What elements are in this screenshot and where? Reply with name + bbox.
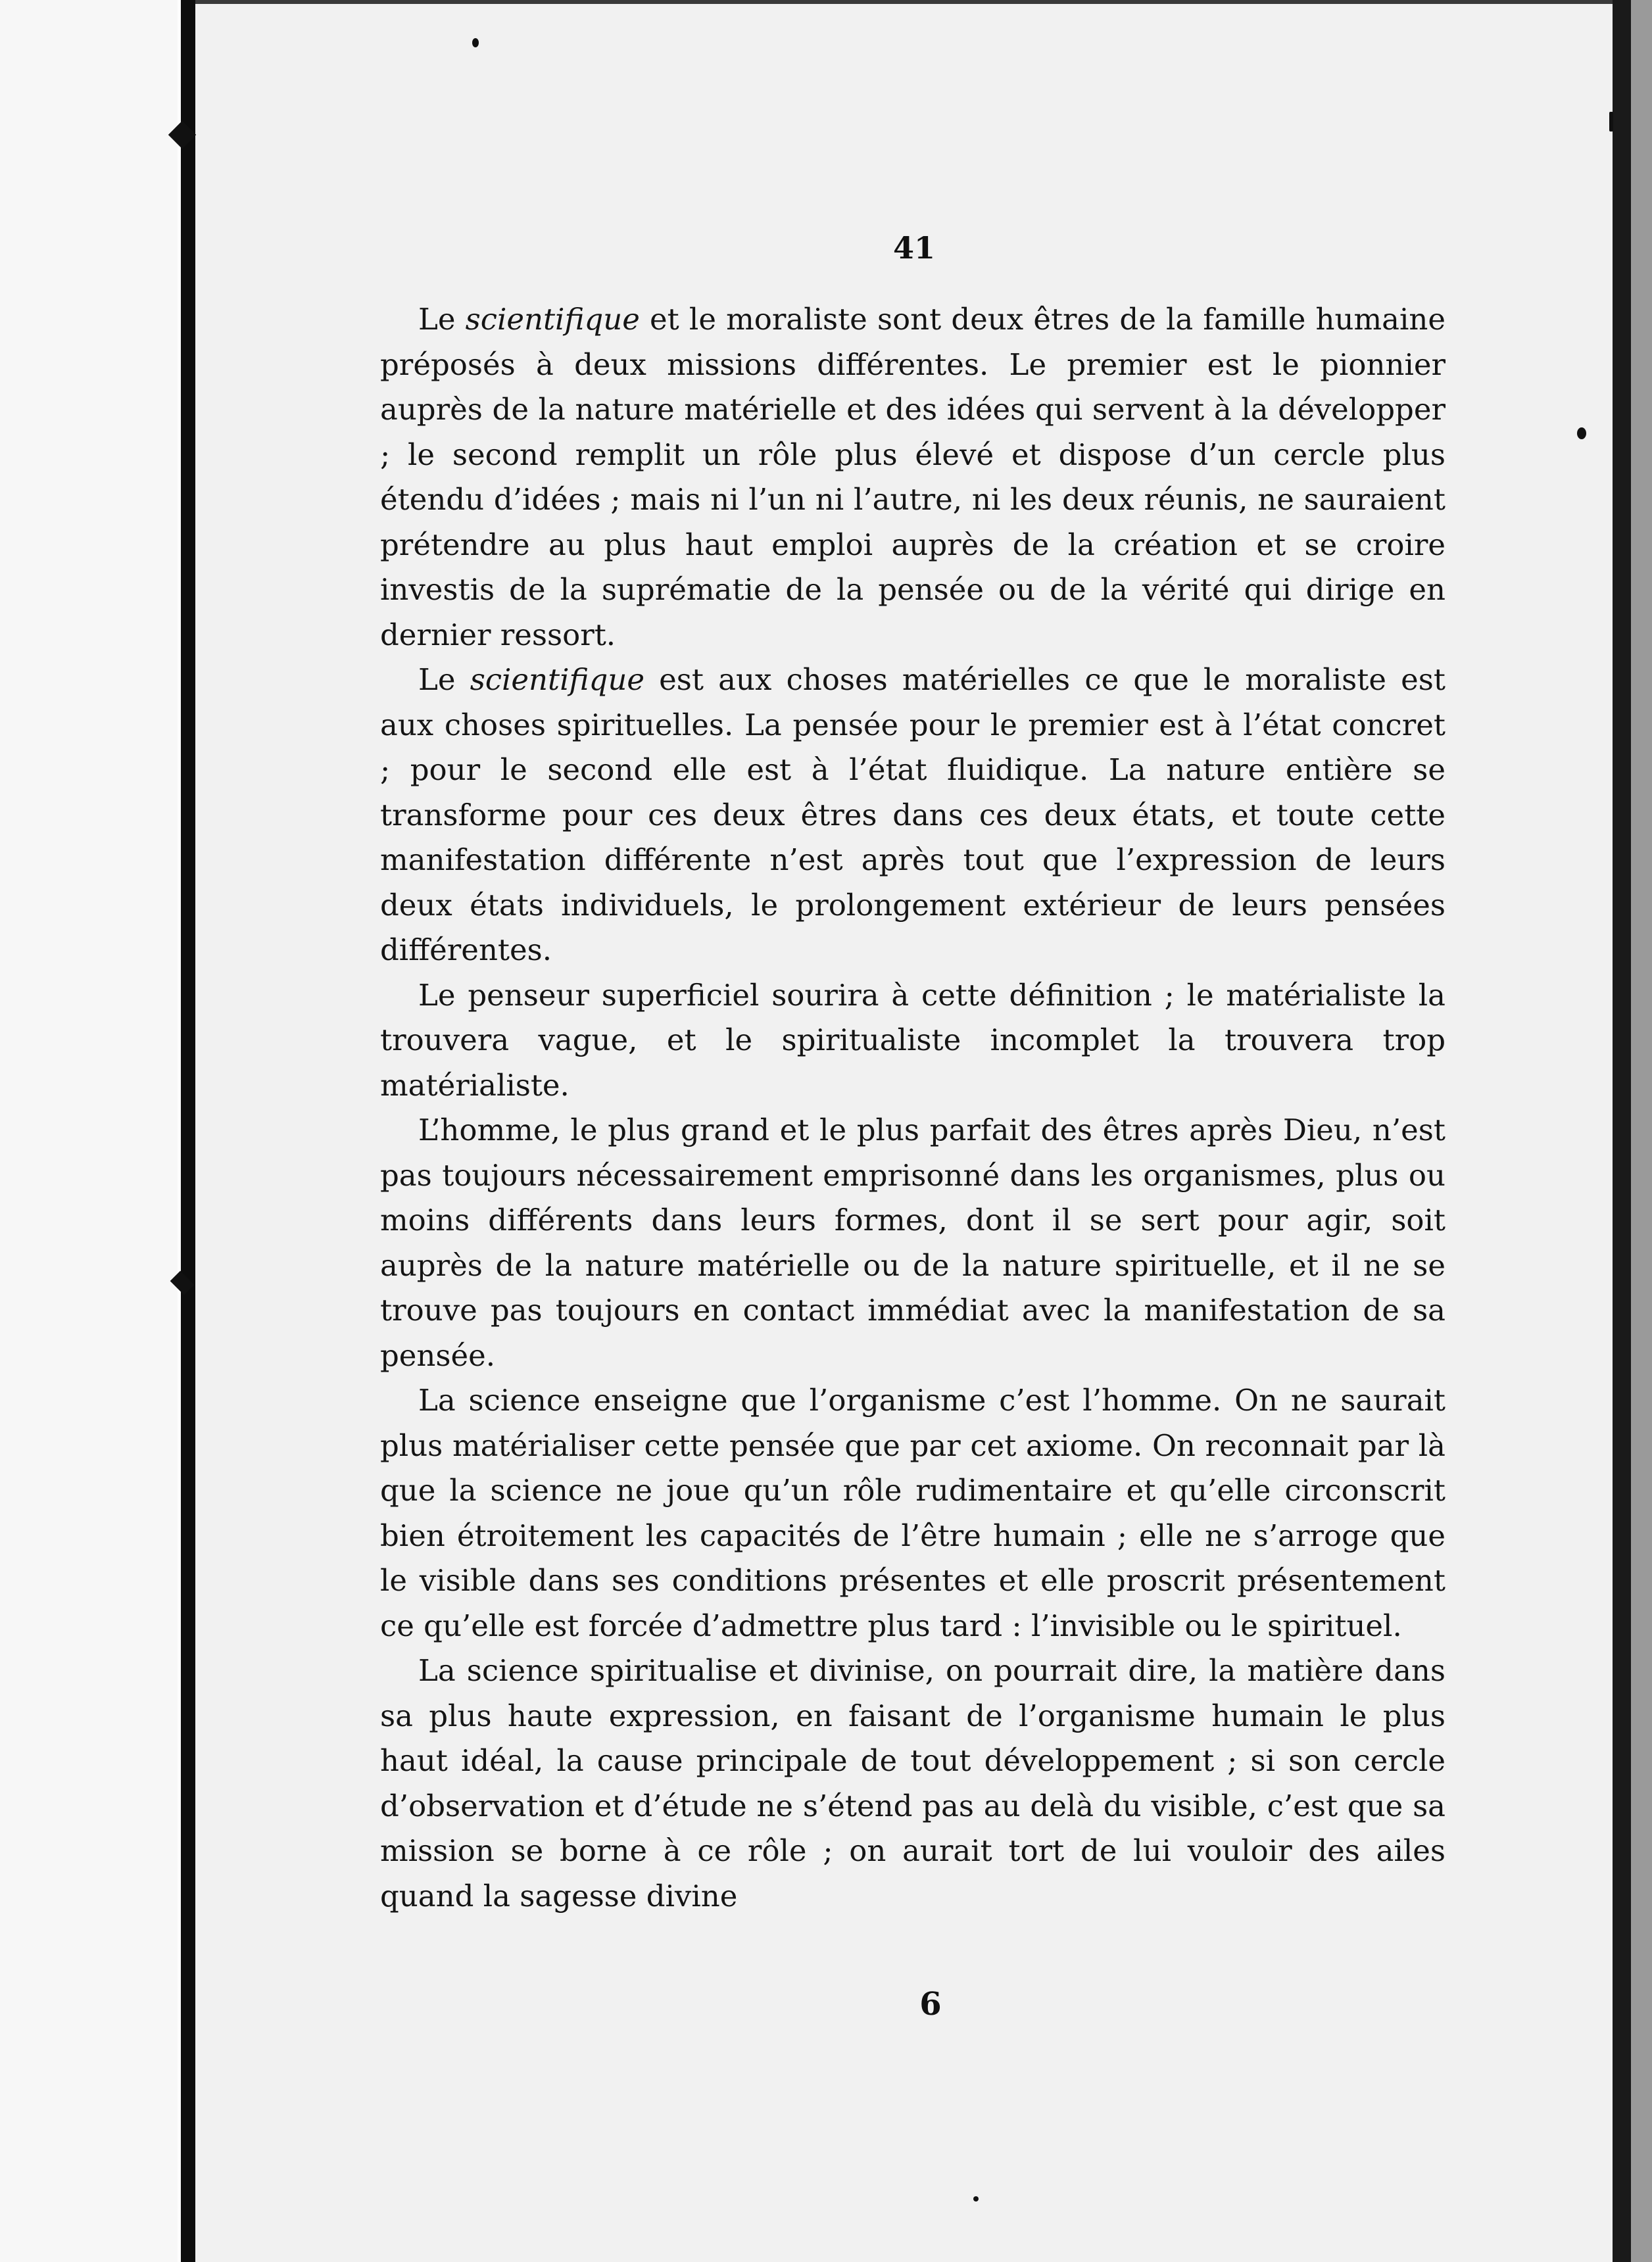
ink-speck xyxy=(472,38,479,47)
binding-edge xyxy=(181,0,195,2262)
left-margin xyxy=(0,0,178,2262)
paragraph-text: La science enseigne que l’organisme c’est l’homme. On ne saurait plus matérialiser cette pensée que par cet axiome. On reconnait par là que la science ne joue qu’un rôle rudimentaire et qu’elle circonscrit bien étroitement les capacités de l’être humain ; elle ne s’arroge que le visible dans ses conditions présentes et elle proscrit présentement ce qu’elle est forcée d’admettre plus tard : l’invisible ou le spirituel. xyxy=(380,1383,1446,1643)
ink-speck xyxy=(1577,427,1586,439)
paragraph-text: La science spiritualise et divinise, on pourrait dire, la matière dans sa plus haute expression, en faisant de l’organisme humain le plus haut idéal, la cause principale de tout développement ; si son cercle d’observation et d’étude ne s’étend pas au delà du visible, c’est que sa mission se borne à ce rôle ; on aurait tort de lui vouloir des ailes quand la sagesse divine xyxy=(380,1653,1446,1913)
italic-term: scientifique xyxy=(465,302,640,337)
body-text xyxy=(380,297,1446,1919)
ink-speck xyxy=(1609,112,1613,132)
paragraph xyxy=(380,973,1446,1109)
paragraph-lead: Le xyxy=(418,302,466,337)
paragraph xyxy=(380,658,1446,973)
page-number: 41 xyxy=(892,230,935,266)
ink-speck xyxy=(973,2196,979,2202)
paragraph xyxy=(380,1648,1446,1919)
paragraph-text: Le penseur superficiel sourira à cette définition ; le matérialiste la trouvera vague, et le spiritualiste incomplet la trouvera trop matérialiste. xyxy=(380,977,1446,1103)
italic-term: scientifique xyxy=(470,662,644,697)
paragraph-text: L’homme, le plus grand et le plus parfait des êtres après Dieu, n’est pas toujours nécessairement emprisonné dans les organismes, plus ou moins différents dans leurs formes, dont il se sert pour agir, soit auprès de la nature matérielle ou de la nature spirituelle, et il ne se trouve pas toujours en contact immédiat avec la manifestation de sa pensée. xyxy=(380,1113,1446,1373)
paragraph-lead: Le xyxy=(418,662,470,697)
paragraph-text: est aux choses matérielles ce que le moraliste est aux choses spirituelles. La pensée pour le premier est à l’état concret ; pour le second elle est à l’état fluidique. La nature entière se transforme pour ces deux êtres dans ces deux états, et toute cette manifestation différente n’est après tout que l’expression de leurs deux états individuels, le prolongement extérieur de leurs pensées différentes. xyxy=(380,662,1446,967)
paragraph xyxy=(380,297,1446,658)
right-scan-margin xyxy=(1631,0,1652,2262)
paragraph xyxy=(380,1108,1446,1378)
signature-mark: 6 xyxy=(919,1986,942,2023)
right-page-edge xyxy=(1613,0,1631,2262)
paragraph-text: et le moraliste sont deux êtres de la famille humaine préposés à deux missions différentes. Le premier est le pionnier auprès de la nature matérielle et des idées qui servent à la développer ; le second remplit un rôle plus élevé et dispose d’un cercle plus étendu d’idées ; mais ni l’un ni l’autre, ni les deux réunis, ne sauraient prétendre au plus haut emploi auprès de la création et se croire investis de la suprématie de la pensée ou de la vérité qui dirige en dernier ressort. xyxy=(380,302,1446,652)
paragraph xyxy=(380,1378,1446,1648)
